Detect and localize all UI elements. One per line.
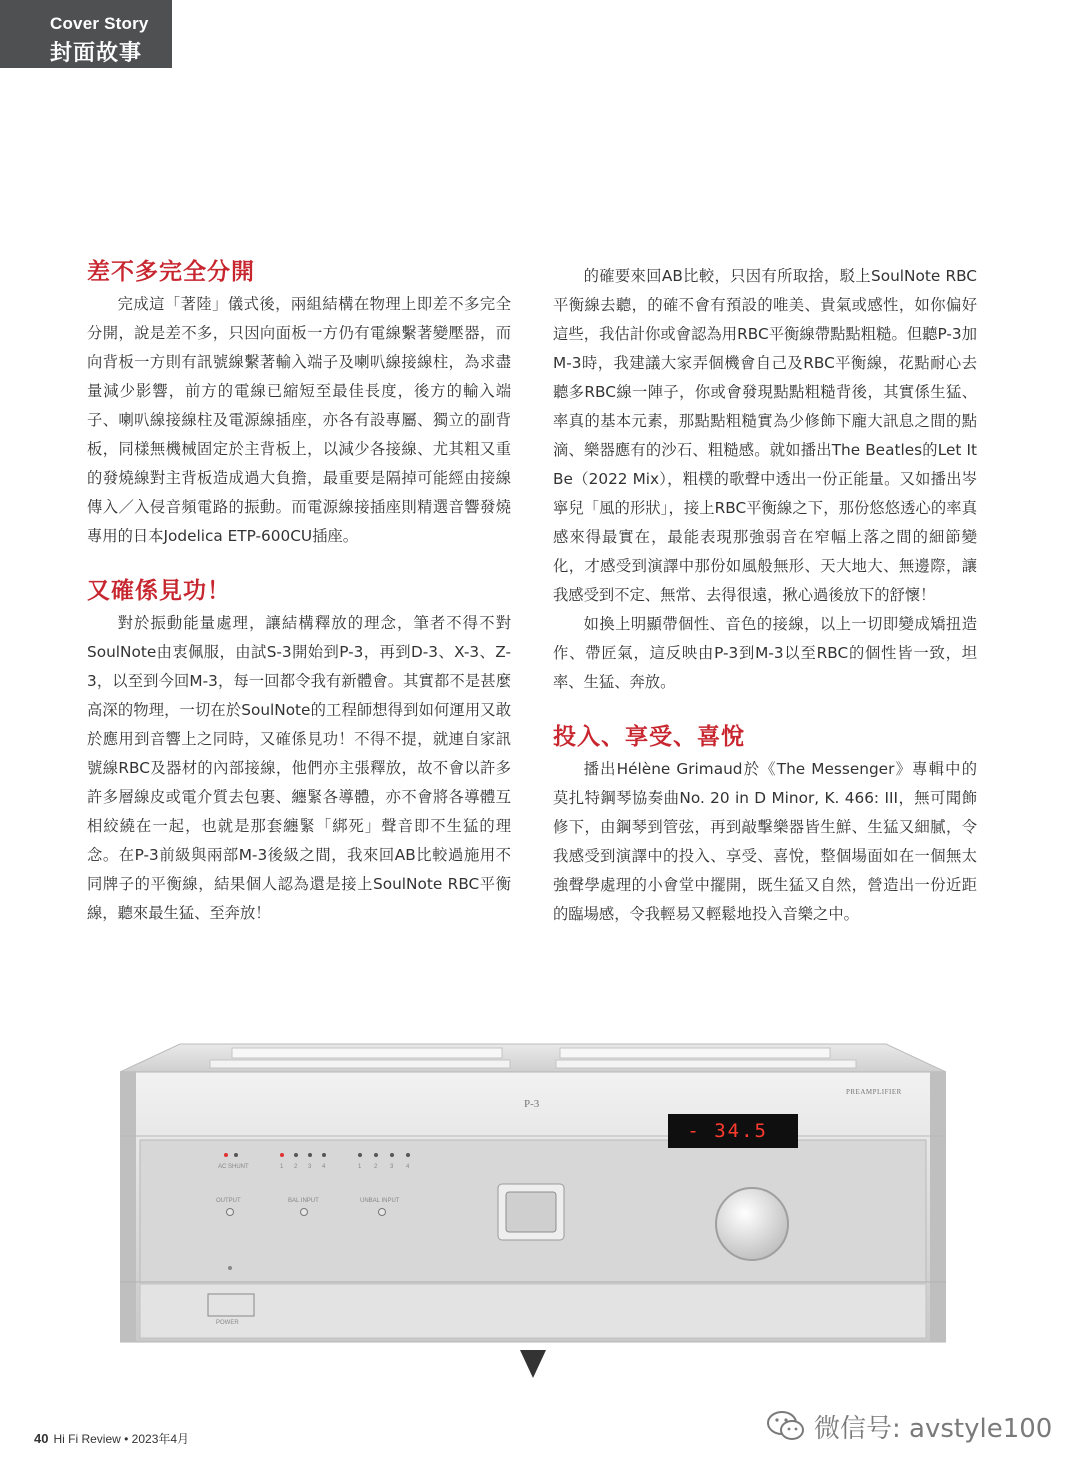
watermark-text: 微信号: avstyle100 (814, 1413, 1053, 1444)
body-paragraph: 如換上明顯帶個性、音色的接線，以上一切即變成矯扭造作、帶匠氣，這反映由P-3到M-3以至RBC的個性皆一致，坦率、生猛、奔放。 (553, 615, 977, 691)
watermark (766, 1406, 1052, 1446)
jack-label: OUTPUT (216, 1198, 241, 1204)
publication-info: Hi Fi Review • 2023年4月 (53, 1432, 190, 1446)
led-label: 4 (322, 1164, 326, 1170)
body-paragraph: 播出Hélène Grimaud於《The Messenger》專輯中的莫扎特鋼琴協奏曲No. 20 in D Minor, K. 466: III，無可聞飾修下，由鋼琴到管弦，再到敲擊樂器皆生鮮、生猛又細膩，令我感受到演譯中的投入、享受、喜悅，整個場面如在一個無太強聲學處理的小會堂中擺開，既生猛又自然，營造出一份近距的臨場感，令我輕易又輕鬆地投入音樂之中。 (553, 760, 977, 923)
body-paragraph: 對於振動能量處理，讓結構釋放的理念，筆者不得不對SoulNote由衷佩服，由試S-3開始到P-3，再到D-3、X-3、Z-3，以至到今回M-3，每一回都令我有新體會。其實都不是甚麼高深的物理，一切在於SoulNote的工程師想得到如何運用又敢於應用到音響上之同時，又確係見功！不得不提，就連自家訊號線RBC及器材的內部接線，他們亦主張釋放，故不會以許多許多層線皮或電介質去包裹、纏緊各導體，亦不會將各導體互相絞繞在一起，也就是那套纏緊「綁死」聲音即不生猛的理念。在P-3前級與兩部M-3後級之間，我來回AB比較過施用不同牌子的平衡線，結果個人認為還是接上SoulNote RBC平衡線，聽來最生猛、至奔放！ (87, 614, 511, 922)
model-label: P-3 (524, 1098, 540, 1110)
led-label: 3 (308, 1164, 312, 1170)
body-paragraph: 完成這「著陸」儀式後，兩組結構在物理上即差不多完全分開，說是差不多，只因向面板一方仍有電線繫著變壓器，而向背板一方則有訊號線繫著輸入端子及喇叭線接線柱，為求盡量減少影響，前方的電線已縮短至最佳長度，後方的輸入端子、喇叭線接線柱及電源線插座，亦各有設專屬、獨立的副背板，同樣無機械固定於主背板上，以減少各接線、尤其粗又重的發燒線對主背板造成過大負擔，最重要是隔掉可能經由接線傳入／入侵音頻電路的振動。而電源線接插座則精選音響發燒專用的日本Jodelica ETP-600CU插座。 (87, 295, 511, 545)
led-label: 1 (358, 1164, 362, 1170)
wechat-icon (766, 1409, 806, 1443)
led-label: 1 (280, 1164, 284, 1170)
section-heading: 差不多完全分開 (87, 259, 255, 285)
section-tag (0, 0, 172, 68)
left-column (87, 256, 511, 928)
led-label: 2 (374, 1164, 378, 1170)
led-label: 2 (294, 1164, 298, 1170)
led-label: 4 (406, 1164, 410, 1170)
jack-label: UNBAL INPUT (360, 1198, 400, 1204)
power-label: POWER (216, 1320, 239, 1326)
volume-display: - 34.5 (668, 1114, 798, 1148)
jack-label: BAL INPUT (288, 1198, 319, 1204)
page-number: 40 (34, 1431, 49, 1446)
panel-label: PREAMPLIFIER (846, 1088, 902, 1096)
preamplifier-body (120, 1032, 946, 1384)
section-heading: 投入、享受、喜悅 (553, 724, 745, 750)
body-paragraph: 的確要來回AB比較，只因有所取捨，駁上SoulNote RBC平衡線去聽，的確不會有預設的唯美、貴氣或感性，如你偏好這些，我估計你或會認為用RBC平衡線帶點點粗糙。但聽P-3加M-3時，我建議大家弄個機會自己及RBC平衡線，花點耐心去聽多RBC線一陣子，你或會發現點點粗糙背後，其實係生猛、率真的基本元素，那點點粗糙實為少修飾下龐大訊息之間的點滴、樂器應有的沙石、粗糙感。就如播出The Beatles的Let It Be（2022 Mix），粗樸的歌聲中透出一份正能量。又如播出岑寧兒「風的形狀」，接上RBC平衡線之下，那份悠悠透心的率真感來得最實在，最能表現那強弱音在窄幅上落之間的細節變化，才感受到演譯中那份如風般無形、天大地大、無邊際，讓我感受到不定、無常、去得很遠，揪心過後放下的舒懷！ (553, 267, 977, 604)
section-tag-chinese: 封面故事 (50, 41, 143, 66)
led-label: AC SHUNT (218, 1164, 249, 1170)
section-heading: 又確係見功！ (87, 578, 231, 604)
preamplifier-photo (120, 1032, 946, 1384)
section-tag-english: Cover Story (50, 14, 149, 33)
right-column (553, 262, 977, 929)
led-label: 3 (390, 1164, 394, 1170)
page-footer (34, 1430, 189, 1447)
